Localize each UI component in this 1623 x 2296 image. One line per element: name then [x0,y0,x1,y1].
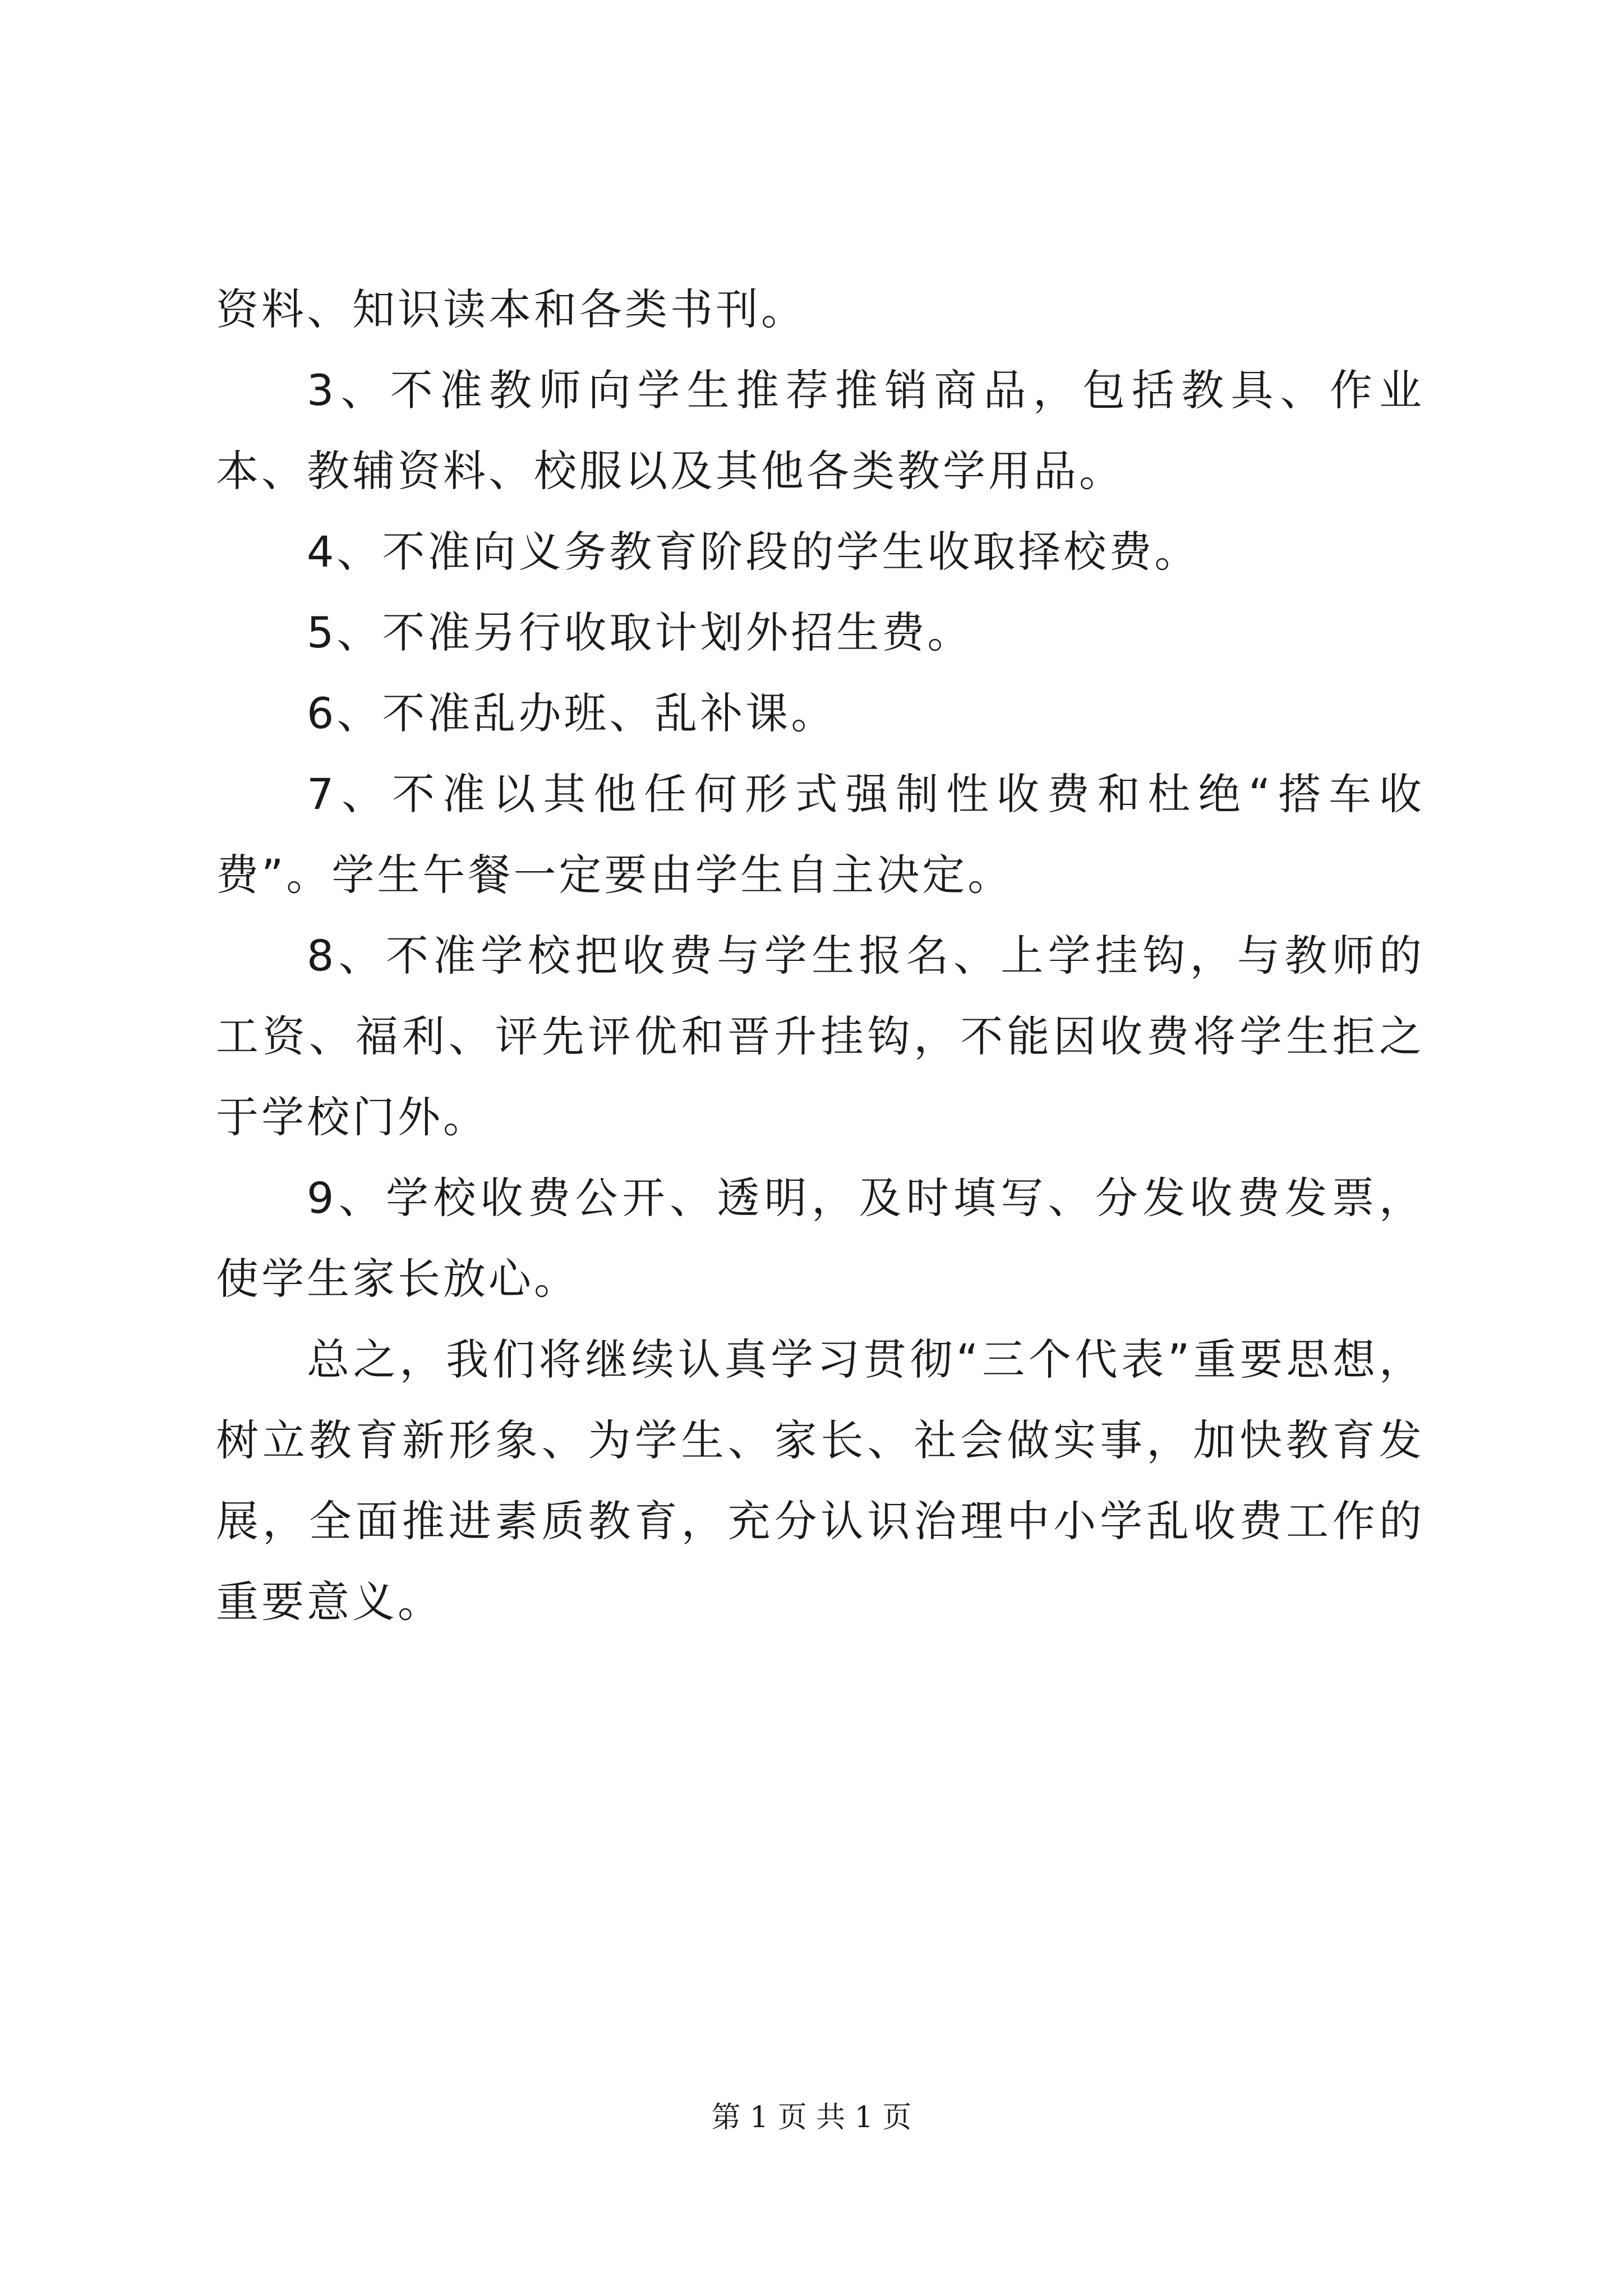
paragraph-item-4: 4、不准向义务教育阶段的学生收取择校费。 [307,527,1200,577]
paragraph-item-3: 3、不准教师向学生推荐推销商品，包括教具、作业本、教辅资料、校服以及其他各类教学用品。 [216,365,1424,496]
paragraph-continuation: 资料、知识读本和各类书刊。 [216,284,806,334]
document-body [216,269,1424,1642]
paragraph-conclusion: 总之，我们将继续认真学习贯彻“三个代表”重要思想，树立教育新形象、为学生、家长、社会做实事，加快教育发展，全面推进素质教育，充分认识治理中小学乱收费工作的重要意义。 [216,1335,1424,1627]
paragraph-item-5: 5、不准另行收取计划外招生费。 [307,608,973,657]
paragraph-item-8: 8、不准学校把收费与学生报名、上学挂钩，与教师的工资、福利、评先评优和晋升挂钩，不能因收费将学生拒之于学校门外。 [216,931,1424,1142]
page-footer [0,2098,1623,2137]
paragraph-item-9: 9、学校收费公开、透明，及时填写、分发收费发票，使学生家长放心。 [216,1173,1424,1304]
paragraph-item-7: 7、不准以其他任何形式强制性收费和杜绝“搭车收费”。学生午餐一定要由学生自主决定。 [216,769,1424,900]
page-number-label: 第 1 页 共 1 页 [711,2101,912,2134]
paragraph-item-6: 6、不准乱办班、乱补课。 [307,688,837,738]
